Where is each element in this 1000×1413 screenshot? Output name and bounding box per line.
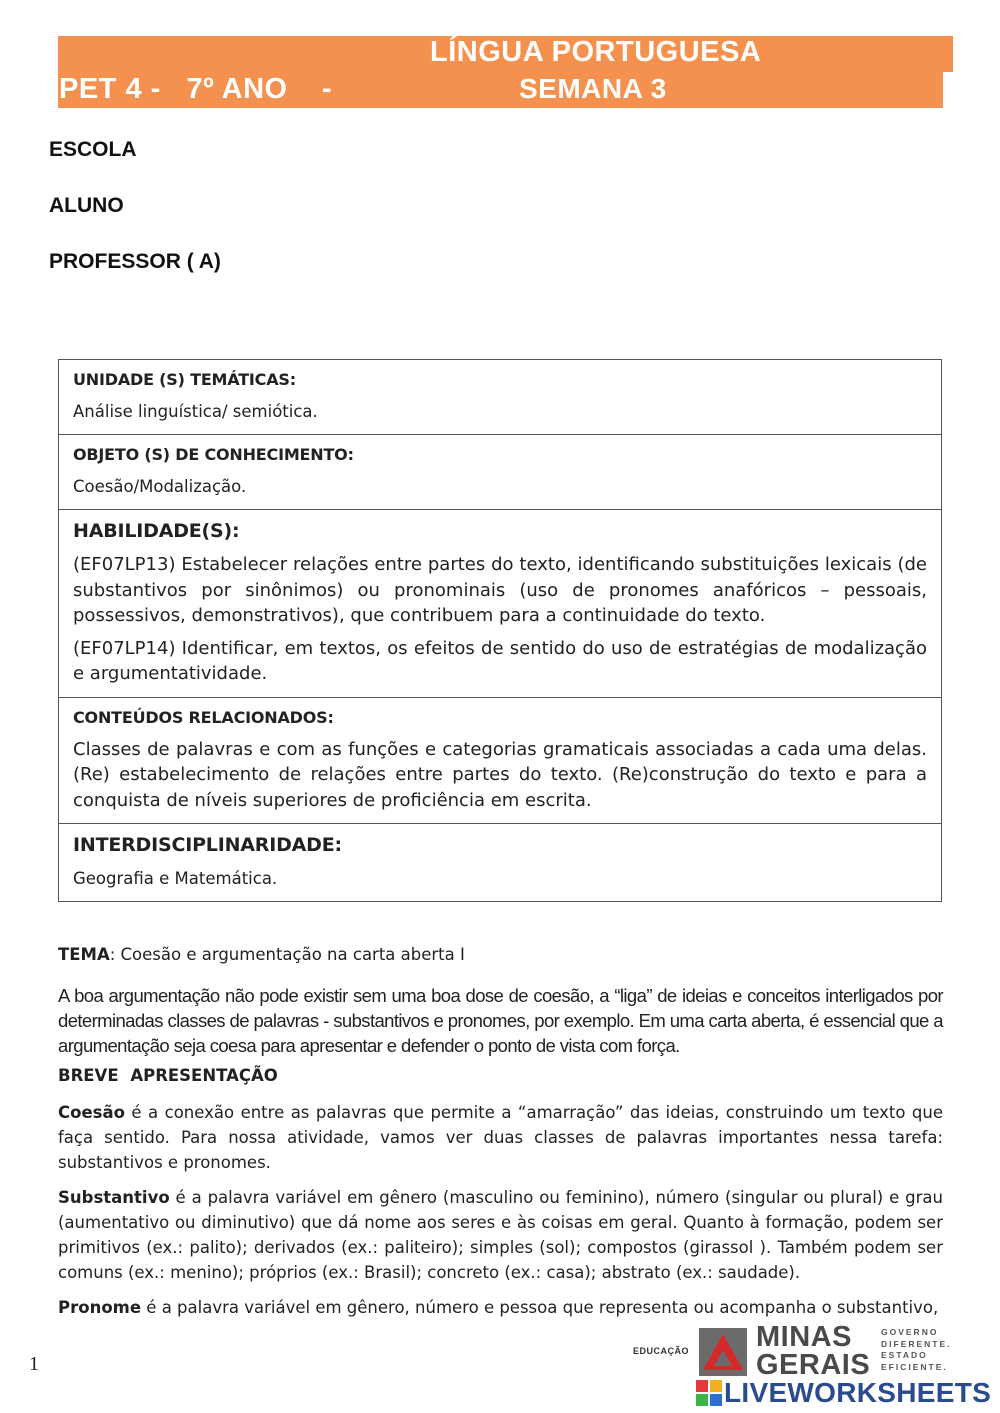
tagline-line: DIFERENTE. xyxy=(881,1338,952,1349)
breve-title: BREVE APRESENTAÇÃO xyxy=(58,1066,278,1085)
tagline-line: ESTADO xyxy=(881,1350,928,1360)
habilidades-title: HABILIDADE(S): xyxy=(73,520,240,542)
logo-tagline xyxy=(881,1327,952,1373)
coesao-paragraph xyxy=(58,1100,943,1175)
teacher-label: PROFESSOR ( A) xyxy=(49,250,221,273)
pronome-paragraph xyxy=(58,1295,943,1320)
logo-wordmark xyxy=(756,1323,870,1379)
week-label: SEMANA 3 xyxy=(519,73,667,104)
tema-label: TEMA xyxy=(58,945,110,964)
page-number: 1 xyxy=(29,1353,39,1375)
minas-gerais-logo-icon xyxy=(699,1328,747,1376)
substantivo-term: Substantivo xyxy=(58,1188,170,1207)
objeto-text: Coesão/Modalização. xyxy=(73,477,247,496)
curriculum-table xyxy=(58,359,942,902)
objeto-cell xyxy=(59,434,941,509)
interdisciplinaridade-title: INTERDISCIPLINARIDADE: xyxy=(73,834,342,856)
tema-text: : Coesão e argumentação na carta aberta I xyxy=(109,945,465,964)
unidades-title: UNIDADE (S) TEMÁTICAS: xyxy=(73,370,296,389)
unidades-cell xyxy=(59,360,941,434)
liveworksheets-logo-icon xyxy=(696,1380,722,1406)
pet-grade-label: PET 4 - 7º ANO - xyxy=(59,73,333,105)
habilidade-item: (EF07LP14) Identificar, em textos, os efeitos de sentido do uso de estratégias de modalização e argumentatividade. xyxy=(73,637,927,684)
conteudos-cell xyxy=(59,697,941,824)
pronome-term: Pronome xyxy=(58,1298,142,1317)
interdisciplinaridade-cell xyxy=(59,823,941,901)
logo-gerais-text: GERAIS xyxy=(756,1349,871,1381)
header-banner-notch xyxy=(943,36,953,72)
tema-line xyxy=(58,945,943,964)
pronome-text: é a palavra variável em gênero, número e pessoa que representa ou acompanha o substantivo, xyxy=(141,1298,939,1317)
objeto-title: OBJETO (S) DE CONHECIMENTO: xyxy=(73,445,354,464)
liveworksheets-wordmark[interactable]: LIVEWORKSHEETS xyxy=(724,1377,992,1408)
coesao-term: Coesão xyxy=(58,1103,125,1122)
unidades-text: Análise linguística/ semiótica. xyxy=(73,402,318,421)
substantivo-text: é a palavra variável em gênero (masculino ou feminino), número (singular ou plural) e grau (aumentativo ou diminutivo) que dá nome aos seres e às coisas em geral. Quanto à formação, podem ser primitivos (ex.: palito); derivados (ex.: paliteiro); simples (sol); compostos (girassol ). Também podem ser comuns (ex.: menino); próprios (ex.: Brasil); concreto (ex.: casa); abstrato (ex.: saudade). xyxy=(58,1188,943,1282)
substantivo-paragraph xyxy=(58,1185,943,1285)
interdisciplinaridade-text: Geografia e Matemática. xyxy=(73,869,278,888)
subject-title: LÍNGUA PORTUGUESA xyxy=(430,36,762,68)
school-label: ESCOLA xyxy=(49,138,137,161)
coesao-text: é a conexão entre as palavras que permite a “amarração” das ideias, construindo um texto que faça sentido. Para nossa atividade, vamos ver duas classes de palavras importantes nessa tarefa: substantivos e pronomes. xyxy=(58,1103,943,1172)
habilidade-item: (EF07LP13) Estabelecer relações entre partes do texto, identificando substituições lexicais (de substantivos por sinônimos) ou pronominais (uso de pronomes anafóricos – pessoais, possessivos, demonstrativos), que contribuem para a continuidade do texto. xyxy=(73,554,927,626)
conteudos-text: Classes de palavras e com as funções e categorias gramaticais associadas a cada uma delas. (Re) estabelecimento de relações entre partes do texto. (Re)construção do texto e para a conquista de níveis superiores de proficiência em escrita. xyxy=(73,738,927,811)
tema-intro: A boa argumentação não pode existir sem uma boa dose de coesão, a “liga” de ideias e conceitos interligados por determinadas classes de palavras - substantivos e pronomes, por exemplo. Em uma carta aberta, é essencial que a argumentação seja coesa para apresentar e defender o ponto de vista com força. xyxy=(58,985,943,1056)
student-label: ALUNO xyxy=(49,194,124,217)
conteudos-title: CONTEÚDOS RELACIONADOS: xyxy=(73,707,334,727)
logo-minas-text: MINAS xyxy=(756,1321,852,1353)
habilidades-cell xyxy=(59,509,941,697)
tagline-line: GOVERNO xyxy=(881,1327,939,1337)
educacao-label: EDUCAÇÃO xyxy=(633,1346,690,1356)
tagline-line: EFICIENTE. xyxy=(881,1361,948,1372)
